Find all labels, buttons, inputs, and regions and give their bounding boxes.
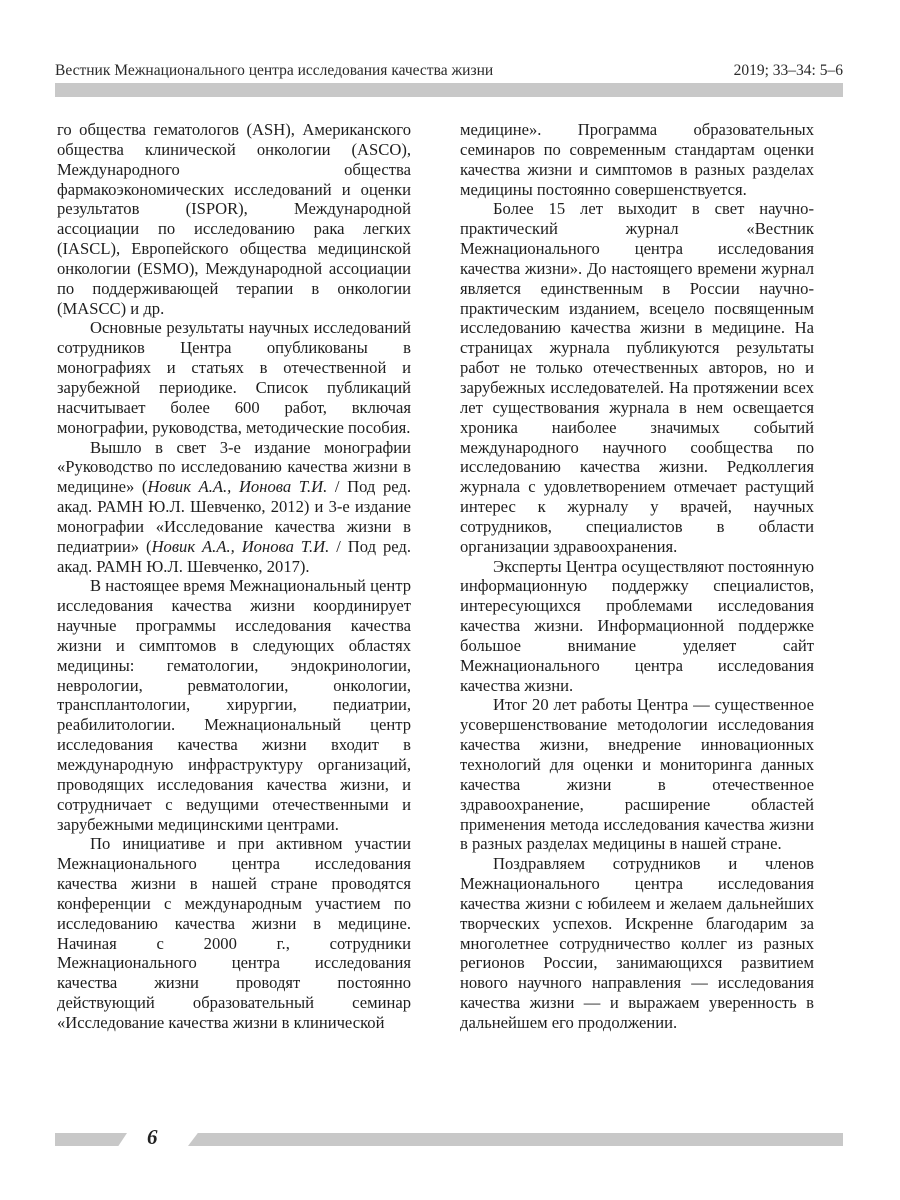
issue-info: 2019; 33–34: 5–6 <box>733 62 843 79</box>
right-column <box>460 120 814 1033</box>
running-header <box>55 58 843 80</box>
paragraph: медицине». Программа образовательных семинаров по современным стандартам оценки качества жизни и симптомов в разных разделах медицины постоянно совершенствуется. <box>460 120 814 199</box>
footer-rule-bar-right <box>188 1133 843 1146</box>
paragraph: Итог 20 лет работы Центра — существенное усовершенствование методологии исследования качества жизни, внедрение инновационных технологий для оценки и мониторинга данных качества жизни в отечественное здравоохранение, расширение областей применения метода исследования качества жизни в разных разделах медицины в нашей стране. <box>460 695 814 854</box>
author-citation: Новик А.А., Ионова Т.И. <box>151 536 330 556</box>
text-run: Вышло в свет 3-е издание монографии «Руководство по исследованию качества жизни в медицине» ( <box>57 437 411 497</box>
paragraph: го общества гематологов (ASH), Американского общества клинической онкологии (ASCO), Международного общества фармакоэкономических исследований и оценки результатов (ISPOR), Международной ассоциации по исследованию рака легких (IASCL), Европейского общества медицинской онкологии (ESMO), Международной ассоциации по поддерживающей терапии в онкологии (MASCC) и др. <box>57 120 411 318</box>
paragraph: Основные результаты научных исследований сотрудников Центра опубликованы в монографиях и статьях в отечественной и зарубежной периодике. Список публикаций насчитывает более 600 работ, включая монографии, руководства, методические пособия. <box>57 318 411 437</box>
paragraph: Поздравляем сотрудников и членов Межнационального центра исследования качества жизни с юбилеем и желаем дальнейших творческих успехов. Искренне благодарим за многолетнее сотрудничество коллег из разных регионов России, занимающихся развитием нового научного направления — исследования качества жизни — и выражаем уверенность в дальнейшем его продолжении. <box>460 854 814 1032</box>
paragraph: По инициативе и при активном участии Межнационального центра исследования качества жизни в нашей стране проводятся конференции с международным участием по исследованию качества жизни в медицине. Начиная с 2000 г., сотрудники Межнационального центра исследования качества жизни проводят постоянно действующий образовательный семинар «Исследование качества жизни в клинической <box>57 834 411 1032</box>
journal-title: Вестник Межнационального центра исследования качества жизни <box>55 62 494 79</box>
paragraph: Более 15 лет выходит в свет научно-практический журнал «Вестник Межнационального центра исследования качества жизни». До настоящего времени журнал является единственным в России научно-практическим изданием, всецело посвященным исследованию качества жизни в медицине. На страницах журнала публикуются результаты работ не только отечественных авторов, но и зарубежных исследователей. На протяжении всех лет существования журнала в нем освещается хроника наиболее значимых событий международного научного сообщества по исследованию качества жизни. Редколлегия журнала с удовлетворением отмечает растущий интерес к журналу у врачей, научных сотрудников, специалистов в области организации здравоохранения. <box>460 199 814 556</box>
text-run: / Под ред. акад. РАМН Ю.Л. Шевченко, 2012) и 3-е издание монографии «Исследование качества жизни в педиатрии» ( <box>57 477 411 556</box>
paragraph <box>57 438 411 577</box>
header-rule-bar <box>55 83 843 97</box>
paragraph: В настоящее время Межнациональный центр исследования качества жизни координирует научные программы исследования качества жизни и симптомов в следующих областях медицины: гематологии, эндокринологии, неврологии, ревматологии, онкологии, трансплантологии, хирургии, педиатрии, реабилитологии. Межнациональный центр исследования качества жизни входит в международную инфраструктуру организаций, проводящих исследования качества жизни, и сотрудничает с ведущими отечественными и зарубежными медицинскими центрами. <box>57 576 411 834</box>
text-run: / Под ред. акад. РАМН Ю.Л. Шевченко, 2017). <box>57 536 411 576</box>
footer-rule-bar-left <box>55 1133 127 1146</box>
left-column <box>57 120 411 1033</box>
paragraph: Эксперты Центра осуществляют постоянную информационную поддержку специалистов, интересующихся проблемами исследования качества жизни. Информационной поддержке большое внимание уделяет сайт Межнационального центра исследования качества жизни. <box>460 556 814 695</box>
author-citation: Новик А.А., Ионова Т.И. <box>147 477 328 497</box>
page-number: 6 <box>147 1125 158 1149</box>
